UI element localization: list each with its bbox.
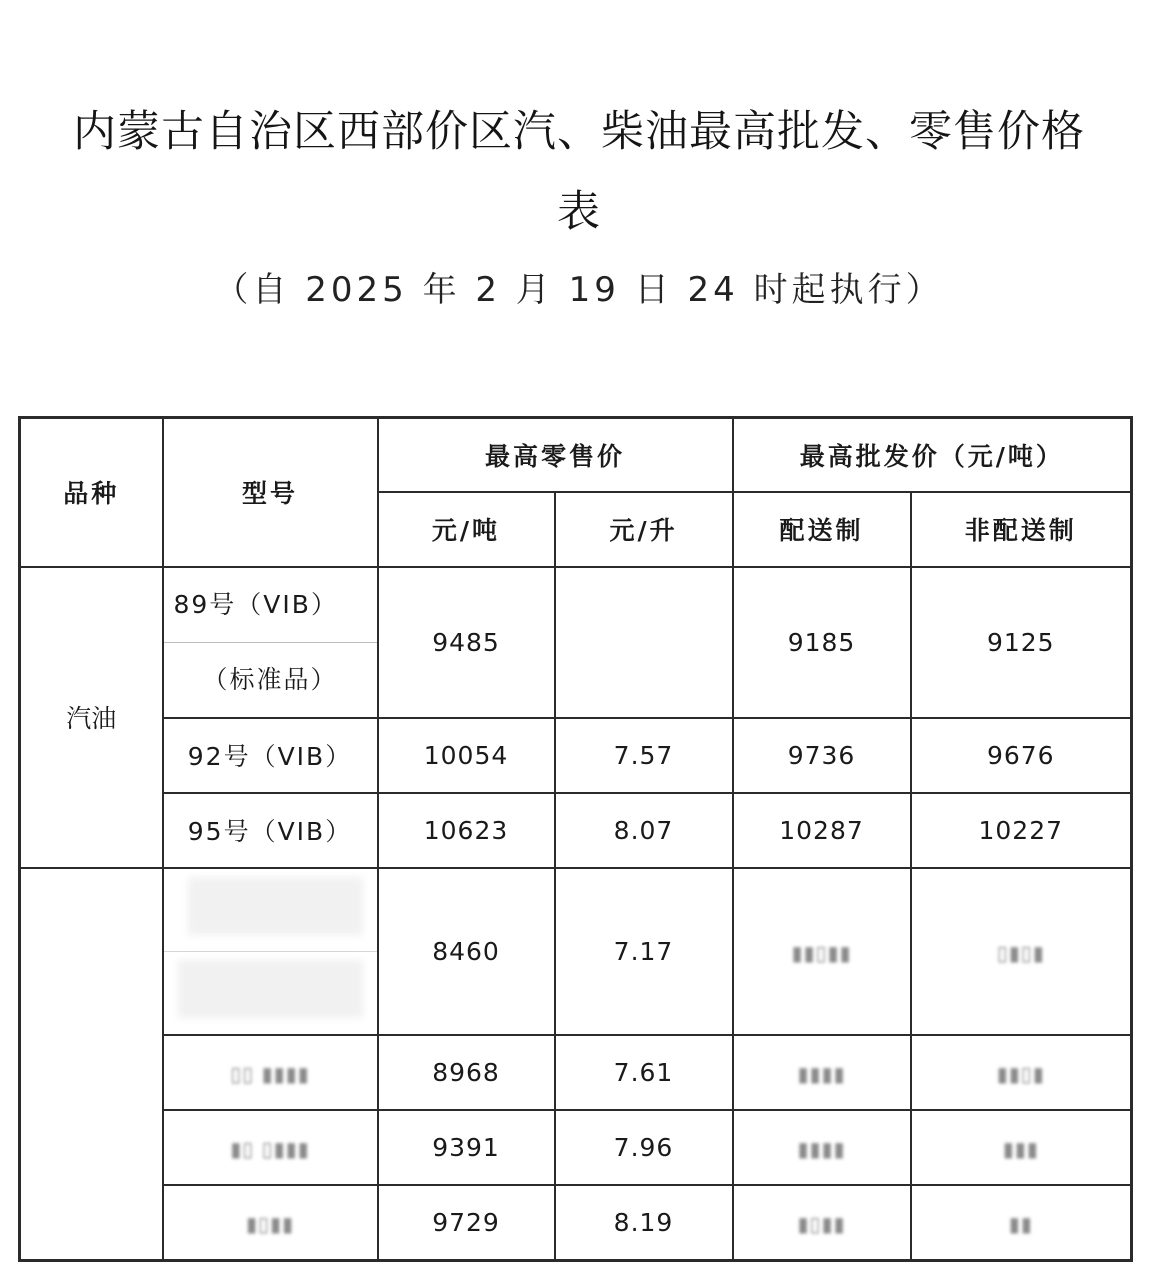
- wholesale-non-delivery-obscured: ▮▮▯▮: [911, 1035, 1132, 1110]
- model-92: 92号（VIB）: [163, 718, 378, 793]
- wholesale-non-delivery-value: 9676: [911, 718, 1132, 793]
- retail-liter-value: 8.19: [555, 1185, 733, 1261]
- retail-ton-value: 9485: [378, 567, 555, 718]
- table-row: [20, 718, 1132, 793]
- retail-liter-value: 7.96: [555, 1110, 733, 1185]
- retail-liter-value: 8.07: [555, 793, 733, 868]
- model-obscured: ▮▯ ▯▮▮▮: [163, 1110, 378, 1185]
- header-max-retail-price: 最高零售价: [378, 418, 733, 492]
- header-max-wholesale-price: 最高批发价（元/吨）: [733, 418, 1132, 492]
- model-89-standard: （标准品）: [202, 664, 338, 694]
- retail-ton-value: 9391: [378, 1110, 555, 1185]
- retail-liter-value: 7.61: [555, 1035, 733, 1110]
- retail-ton-value: 10623: [378, 793, 555, 868]
- wholesale-non-delivery-obscured: ▮▮▮: [911, 1110, 1132, 1185]
- header-yuan-per-liter: 元/升: [555, 492, 733, 567]
- wholesale-delivery-obscured: ▮▮▯▮▮: [733, 868, 911, 1035]
- model-cell: [163, 567, 378, 718]
- retail-ton-value: 8460: [378, 868, 555, 1035]
- retail-ton-value: 9729: [378, 1185, 555, 1261]
- wholesale-delivery-obscured: ▮▯▮▮: [733, 1185, 911, 1261]
- header-yuan-per-ton: 元/吨: [378, 492, 555, 567]
- table-row: [20, 793, 1132, 868]
- document-title-line2: 表: [557, 187, 601, 237]
- wholesale-non-delivery-value: 9125: [911, 567, 1132, 718]
- document-title-line1: 内蒙古自治区西部价区汽、柴油最高批发、零售价格: [73, 107, 1085, 157]
- retail-ton-value: 10054: [378, 718, 555, 793]
- model-obscured: ▮▯▮▮: [163, 1185, 378, 1261]
- header-row-1: [20, 418, 1132, 492]
- table-row: [20, 1110, 1132, 1185]
- wholesale-delivery-obscured: ▮▮▮▮: [733, 1035, 911, 1110]
- retail-liter-value: 7.17: [555, 868, 733, 1035]
- wholesale-delivery-value: 9185: [733, 567, 911, 718]
- obscured-region: [164, 960, 377, 1034]
- header-model: 型号: [163, 418, 378, 567]
- retail-liter-value: [555, 567, 733, 718]
- wholesale-non-delivery-obscured: ▯▮▯▮: [911, 868, 1132, 1035]
- table-row: [20, 1035, 1132, 1110]
- header-delivery: 配送制: [733, 492, 911, 567]
- wholesale-delivery-obscured: ▮▮▮▮: [733, 1110, 911, 1185]
- table-row: [20, 868, 1132, 1035]
- variety-obscured: [20, 868, 163, 1261]
- header-non-delivery: 非配送制: [911, 492, 1132, 567]
- table-row: [20, 1185, 1132, 1261]
- model-obscured: ▯▯ ▮▮▮▮: [163, 1035, 378, 1110]
- wholesale-delivery-value: 10287: [733, 793, 911, 868]
- wholesale-non-delivery-value: 10227: [911, 793, 1132, 868]
- obscured-region: [164, 877, 377, 952]
- model-89: 89号（VIB）: [164, 568, 377, 643]
- retail-liter-value: 7.57: [555, 718, 733, 793]
- variety-gasoline: 汽油: [20, 567, 163, 868]
- fuel-price-table: [18, 416, 1133, 1262]
- table-row: [20, 567, 1132, 718]
- wholesale-non-delivery-obscured: ▮▮: [911, 1185, 1132, 1261]
- retail-ton-value: 8968: [378, 1035, 555, 1110]
- header-variety: 品种: [20, 418, 163, 567]
- model-cell-obscured: [163, 868, 378, 1035]
- wholesale-delivery-value: 9736: [733, 718, 911, 793]
- effective-date-subtitle: （自 2025 年 2 月 19 日 24 时起执行）: [214, 270, 944, 310]
- model-95: 95号（VIB）: [163, 793, 378, 868]
